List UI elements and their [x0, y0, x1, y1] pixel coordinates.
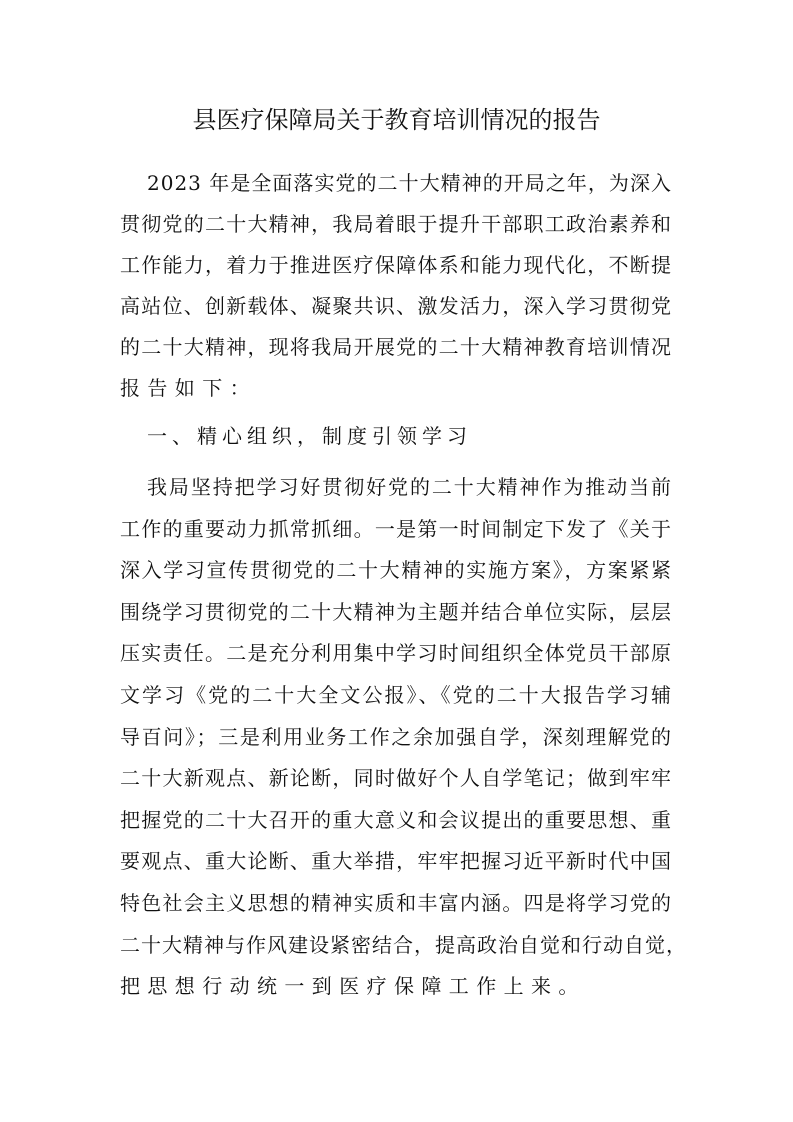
text-line: 2023 年是全面落实党的二十大精神的开局之年，为深入 — [147, 171, 672, 195]
text-line: 文学习《党的二十大全文公报》、《党的二十大报告学习辅 — [120, 683, 672, 707]
text-line: 特色社会主义思想的精神实质和丰富内涵。四是将学习党的 — [120, 891, 672, 915]
document-title: 县医疗保障局关于教育培训情况的报告 — [192, 106, 601, 134]
text-line: 的二十大精神，现将我局开展党的二十大精神教育培训情况 — [120, 335, 672, 359]
text-line: 二十大新观点、新论断，同时做好个人自学笔记；做到牢牢 — [120, 766, 672, 791]
text-line: 把思想行动统一到医疗保障工作上来。 — [120, 974, 586, 999]
text-line: 把握党的二十大召开的重大意义和会议提出的重要思想、重 — [120, 807, 672, 832]
text-line: 围绕学习贯彻党的二十大精神为主题并结合单位实际，层层 — [120, 599, 672, 624]
section-heading: 一、精心组织，制度引领学习 — [147, 424, 472, 448]
text-line: 高站位、创新载体、凝聚共识、激发活力，深入学习贯彻党 — [120, 294, 672, 318]
text-line: 深入学习宣传贯彻党的二十大精神的实施方案》，方案紧紧 — [120, 558, 672, 583]
text-line: 压实责任。二是充分利用集中学习时间组织全体党员干部原 — [120, 641, 672, 666]
text-line: 要观点、重大论断、重大举措，牢牢把握习近平新时代中国 — [120, 849, 672, 874]
text-line: 工作的重要动力抓常抓细。一是第一时间制定下发了《关于 — [120, 516, 672, 541]
text-line: 贯彻党的二十大精神，我局着眼于提升干部职工政治素养和 — [120, 212, 672, 236]
text-line: 报告如下： — [120, 376, 257, 400]
text-line: 工作能力，着力于推进医疗保障体系和能力现代化，不断提 — [120, 253, 672, 277]
text-line: 导百问》；三是利用业务工作之余加强自学，深刻理解党的 — [120, 724, 672, 749]
text-line: 我局坚持把学习好贯彻好党的二十大精神作为推动当前 — [147, 475, 672, 499]
text-line: 二十大精神与作风建设紧密结合，提高政治自觉和行动自觉， — [120, 932, 687, 957]
